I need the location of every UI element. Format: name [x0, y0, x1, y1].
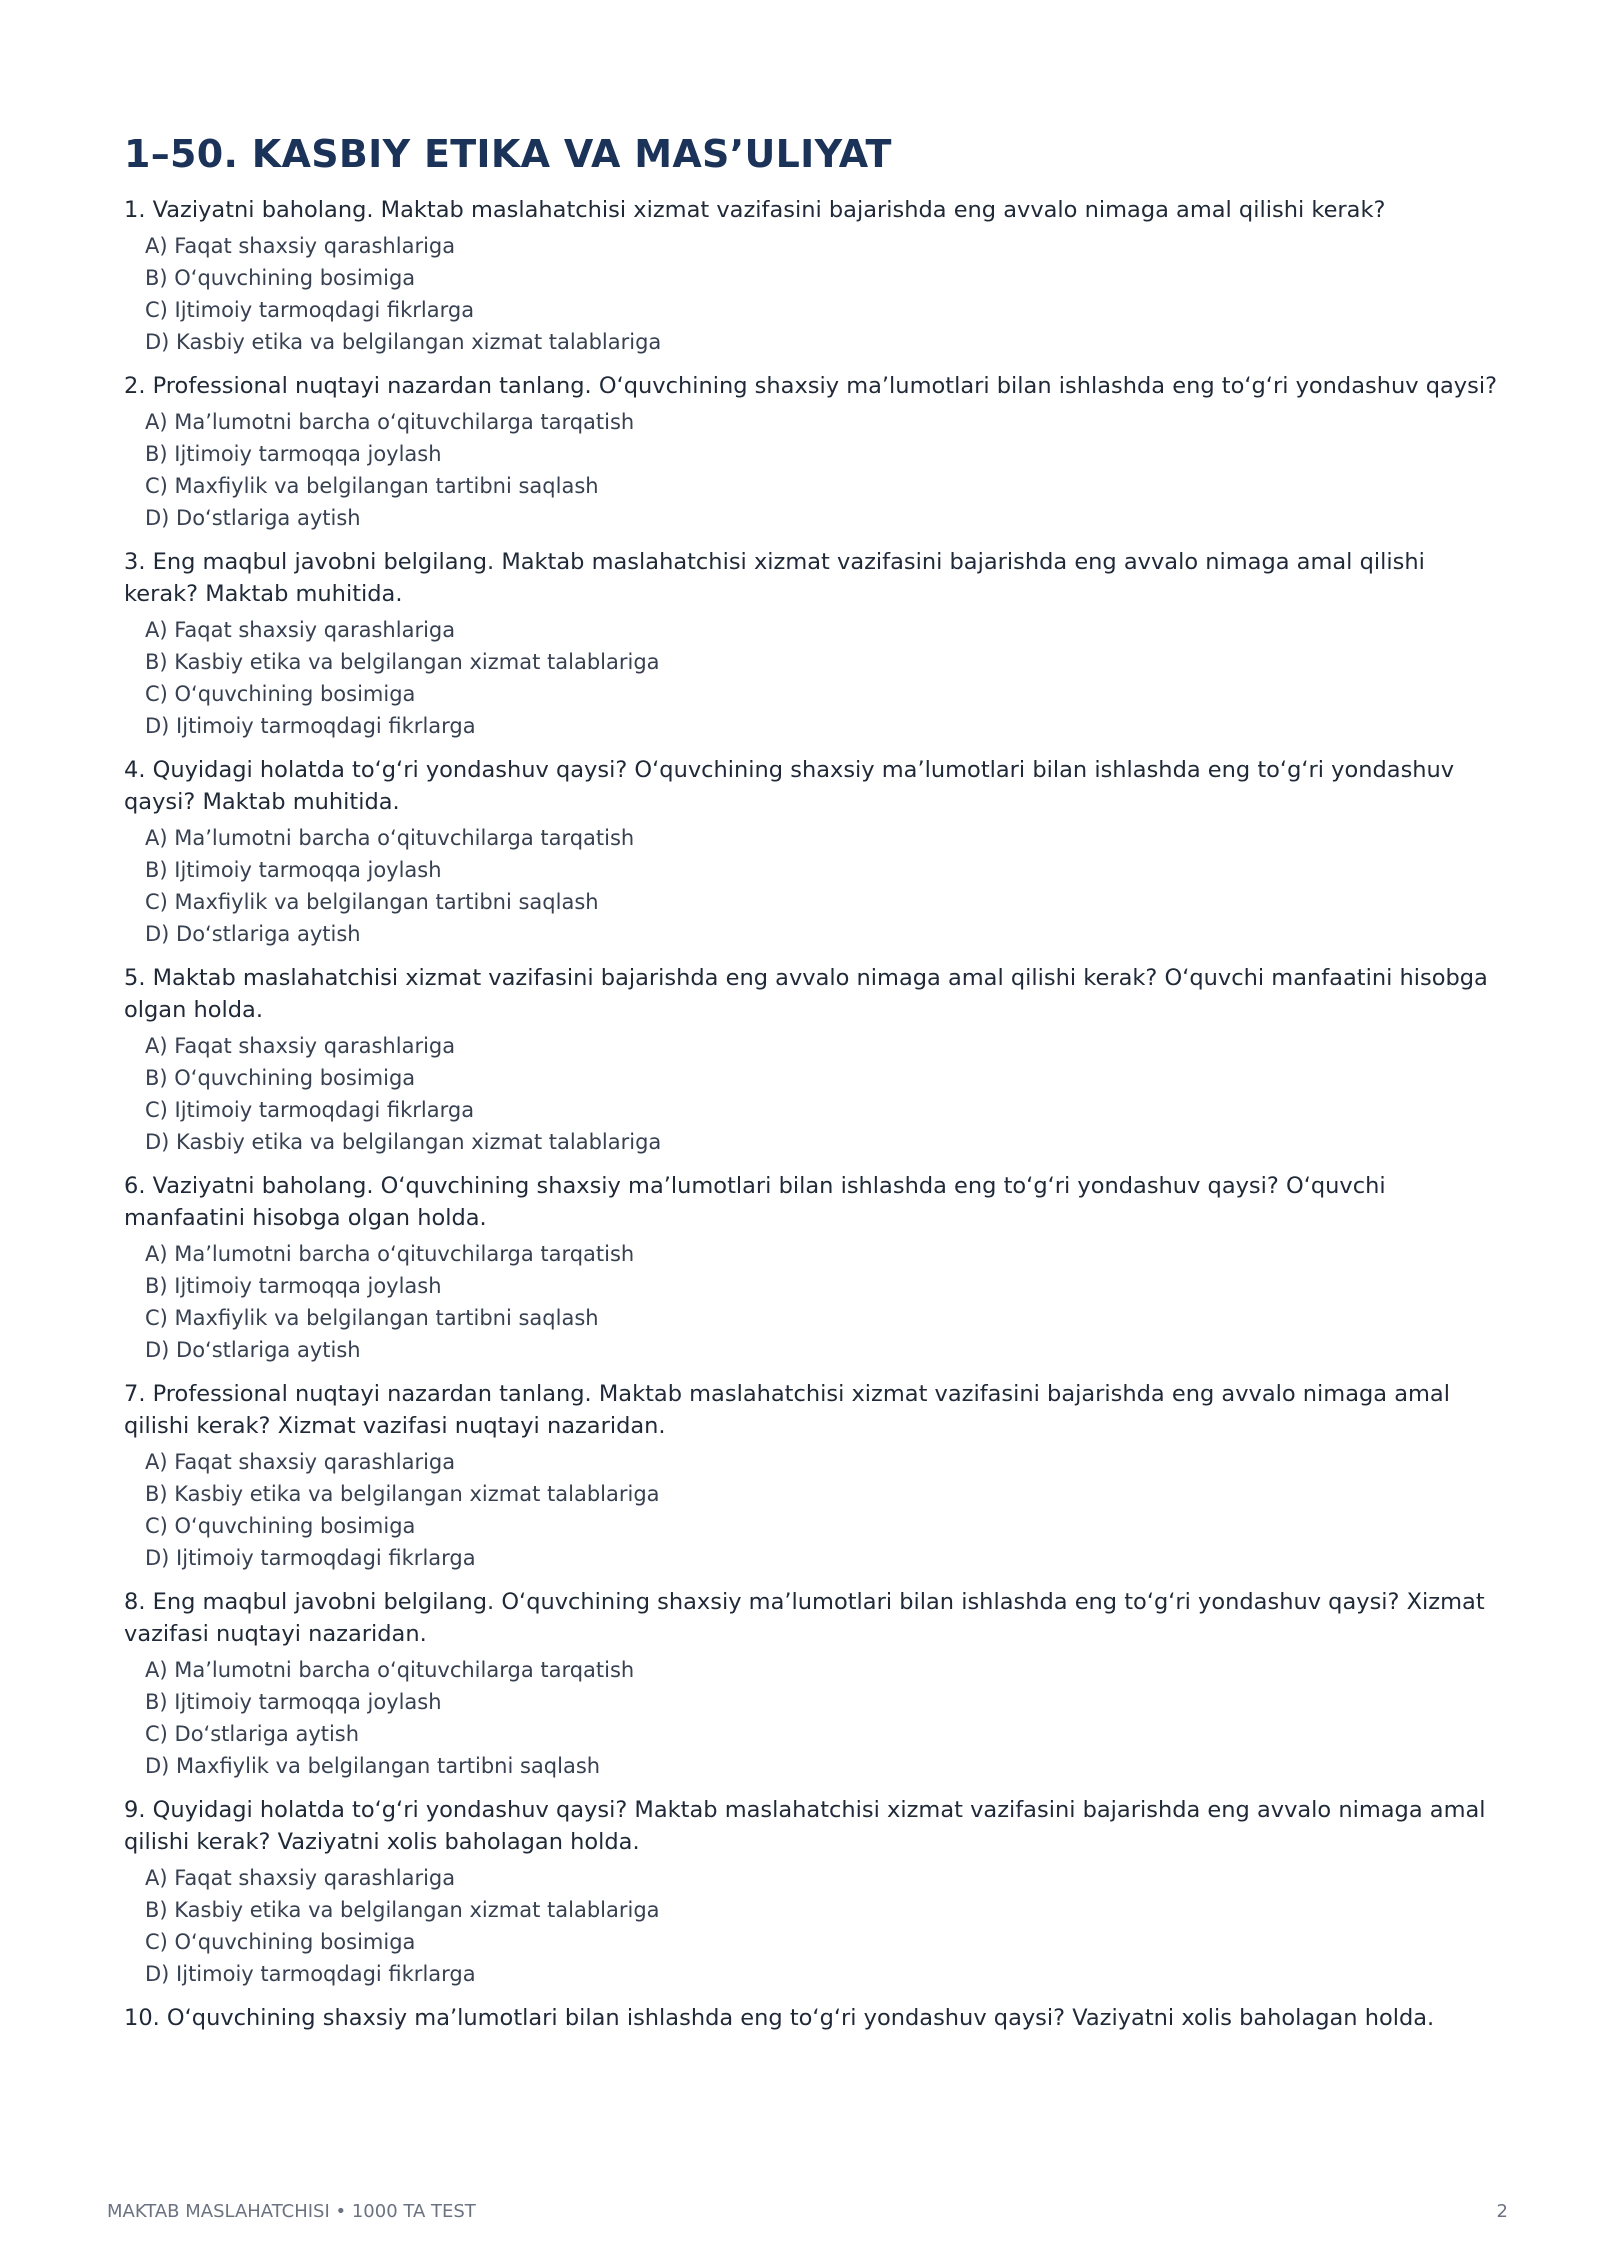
answer-option-a: A) Faqat shaxsiy qarashlariga: [145, 1034, 456, 1058]
question-text: 9. Quyidagi holatda to‘g‘ri yondashuv qaysi? Maktab maslahatchisi xizmat vazifasini bajarishda eng avvalo nimaga amal qilishi kerak? Vaziyatni xolis baholagan holda.: [124, 1797, 1486, 1855]
question-item: [124, 1170, 1500, 1366]
answer-option-c: C) O‘quvchining bosimiga: [145, 1930, 416, 1954]
answer-options: [124, 1030, 1500, 1158]
question-item: [124, 1586, 1500, 1782]
answer-option-b: B) O‘quvchining bosimiga: [145, 266, 416, 290]
question-text: 5. Maktab maslahatchisi xizmat vazifasini bajarishda eng avvalo nimaga amal qilishi kerak? O‘quvchi manfaatini hisobga olgan holda.: [124, 965, 1488, 1023]
answer-option-d: D) Kasbiy etika va belgilangan xizmat talablariga: [145, 330, 662, 354]
answer-option-a: A) Faqat shaxsiy qarashlariga: [145, 1866, 456, 1890]
question-text: 7. Professional nuqtayi nazardan tanlang. Maktab maslahatchisi xizmat vazifasini bajarishda eng avvalo nimaga amal qilishi kerak? Xizmat vazifasi nuqtayi nazaridan.: [124, 1381, 1450, 1439]
answer-option-b: B) Kasbiy etika va belgilangan xizmat talablariga: [145, 1482, 660, 1506]
question-item: [124, 754, 1500, 950]
question-item: [124, 194, 1500, 358]
answer-options: [124, 1654, 1500, 1782]
answer-option-d: D) Maxfiylik va belgilangan tartibni saqlash: [145, 1754, 601, 1778]
answer-option-d: D) Ijtimoiy tarmoqdagi fikrlarga: [145, 1962, 476, 1986]
question-text: 8. Eng maqbul javobni belgilang. O‘quvchining shaxsiy ma’lumotlari bilan ishlashda eng to‘g‘ri yondashuv qaysi? Xizmat vazifasi nuqtayi nazaridan.: [124, 1589, 1485, 1647]
answer-option-c: C) Ijtimoiy tarmoqdagi fikrlarga: [145, 1098, 475, 1122]
answer-option-d: D) Kasbiy etika va belgilangan xizmat talablariga: [145, 1130, 662, 1154]
question-text: 10. O‘quvchining shaxsiy ma’lumotlari bilan ishlashda eng to‘g‘ri yondashuv qaysi? Vaziyatni xolis baholagan holda.: [124, 2005, 1435, 2031]
answer-options: [124, 1446, 1500, 1574]
page-number: 2: [1496, 2200, 1508, 2222]
footer-document-title: MAKTAB MASLAHATCHISI • 1000 TA TEST: [107, 2200, 476, 2222]
answer-option-c: C) Maxfiylik va belgilangan tartibni saqlash: [145, 890, 599, 914]
answer-option-d: D) Ijtimoiy tarmoqdagi fikrlarga: [145, 1546, 476, 1570]
answer-option-c: C) O‘quvchining bosimiga: [145, 682, 416, 706]
answer-options: [124, 822, 1500, 950]
answer-option-a: A) Ma’lumotni barcha o‘qituvchilarga tarqatish: [145, 410, 635, 434]
answer-options: [124, 406, 1500, 534]
answer-option-a: A) Ma’lumotni barcha o‘qituvchilarga tarqatish: [145, 1242, 635, 1266]
question-item: [124, 1794, 1500, 1990]
page-footer: [107, 2196, 1508, 2226]
page-content: [124, 128, 1500, 2046]
question-item: [124, 962, 1500, 1158]
answer-option-c: C) O‘quvchining bosimiga: [145, 1514, 416, 1538]
answer-option-a: A) Ma’lumotni barcha o‘qituvchilarga tarqatish: [145, 826, 635, 850]
answer-option-b: B) Ijtimoiy tarmoqqa joylash: [145, 1690, 442, 1714]
answer-option-c: C) Maxfiylik va belgilangan tartibni saqlash: [145, 474, 599, 498]
question-text: 3. Eng maqbul javobni belgilang. Maktab maslahatchisi xizmat vazifasini bajarishda eng avvalo nimaga amal qilishi kerak? Maktab muhitida.: [124, 549, 1425, 607]
answer-option-d: D) Do‘stlariga aytish: [145, 922, 361, 946]
answer-option-b: B) Ijtimoiy tarmoqqa joylash: [145, 1274, 442, 1298]
question-text: 2. Professional nuqtayi nazardan tanlang. O‘quvchining shaxsiy ma’lumotlari bilan ishlashda eng to‘g‘ri yondashuv qaysi?: [124, 373, 1498, 399]
answer-option-b: B) Ijtimoiy tarmoqqa joylash: [145, 858, 442, 882]
question-text: 4. Quyidagi holatda to‘g‘ri yondashuv qaysi? O‘quvchining shaxsiy ma’lumotlari bilan ishlashda eng to‘g‘ri yondashuv qaysi? Maktab muhitida.: [124, 757, 1455, 815]
answer-option-a: A) Faqat shaxsiy qarashlariga: [145, 1450, 456, 1474]
answer-option-d: D) Do‘stlariga aytish: [145, 1338, 361, 1362]
answer-option-a: A) Ma’lumotni barcha o‘qituvchilarga tarqatish: [145, 1658, 635, 1682]
answer-option-b: B) Ijtimoiy tarmoqqa joylash: [145, 442, 442, 466]
answer-options: [124, 1862, 1500, 1990]
answer-options: [124, 614, 1500, 742]
answer-option-c: C) Do‘stlariga aytish: [145, 1722, 360, 1746]
question-text: 1. Vaziyatni baholang. Maktab maslahatchisi xizmat vazifasini bajarishda eng avvalo nimaga amal qilishi kerak?: [124, 197, 1386, 223]
answer-option-b: B) Kasbiy etika va belgilangan xizmat talablariga: [145, 650, 660, 674]
answer-option-b: B) O‘quvchining bosimiga: [145, 1066, 416, 1090]
answer-option-d: D) Do‘stlariga aytish: [145, 506, 361, 530]
answer-options: [124, 1238, 1500, 1366]
question-item: [124, 1378, 1500, 1574]
question-item: [124, 546, 1500, 742]
question-item: [124, 2002, 1500, 2034]
answer-option-c: C) Maxfiylik va belgilangan tartibni saqlash: [145, 1306, 599, 1330]
question-item: [124, 370, 1500, 534]
section-title: 1–50. KASBIY ETIKA VA MAS’ULIYAT: [124, 132, 892, 176]
answer-option-a: A) Faqat shaxsiy qarashlariga: [145, 618, 456, 642]
answer-option-b: B) Kasbiy etika va belgilangan xizmat talablariga: [145, 1898, 660, 1922]
answer-option-a: A) Faqat shaxsiy qarashlariga: [145, 234, 456, 258]
answer-option-c: C) Ijtimoiy tarmoqdagi fikrlarga: [145, 298, 475, 322]
answer-options: [124, 230, 1500, 358]
question-text: 6. Vaziyatni baholang. O‘quvchining shaxsiy ma’lumotlari bilan ishlashda eng to‘g‘ri yondashuv qaysi? O‘quvchi manfaatini hisobga olgan holda.: [124, 1173, 1386, 1231]
answer-option-d: D) Ijtimoiy tarmoqdagi fikrlarga: [145, 714, 476, 738]
